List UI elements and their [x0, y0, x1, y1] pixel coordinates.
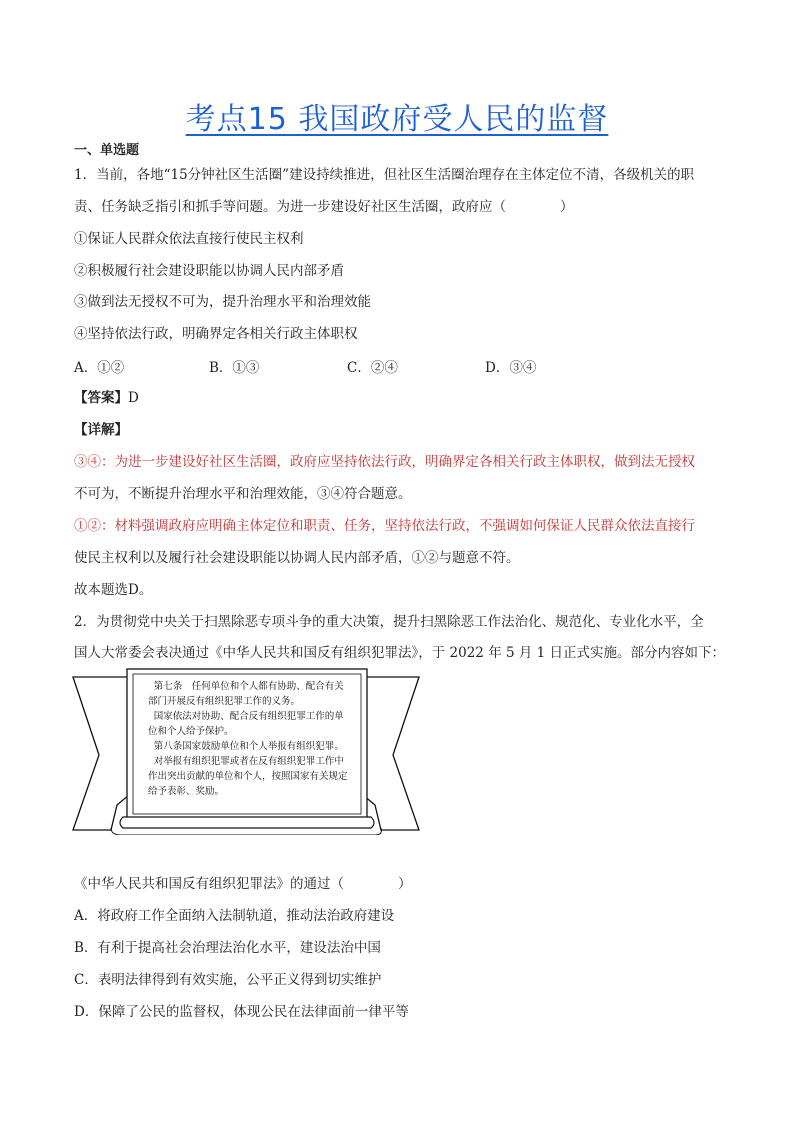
law-line: 第八条国家鼓励单位和个人举报有组织犯罪。	[153, 741, 344, 752]
q2-choice-c: C．表明法律得到有效实施，公平正义得到切实维护	[74, 972, 382, 988]
answer-label: 【答案】	[74, 390, 128, 406]
q1-stem-line1: 1．当前，各地“15分钟社区生活圈”建设持续推进，但社区生活圈治理存在主体定位不清，各级机关的职	[74, 167, 695, 183]
q2-question: 《中华人民共和国反有组织犯罪法》的通过（ ）	[74, 876, 412, 892]
q2-choice-d: D．保障了公民的监督权，体现公民在法律面前一律平等	[74, 1004, 409, 1020]
q1-detail-line2: 不可为，不断提升治理水平和治理效能，③④符合题意。	[74, 486, 412, 502]
q2-choice-a: A．将政府工作全面纳入法制轨道，推动法治政府建设	[74, 908, 395, 924]
law-line: 国家依法对协助、配合反有组织犯罪工作的单	[153, 711, 344, 722]
q1-item-4: ④坚持依法行政，明确界定各相关行政主体职权	[74, 326, 358, 342]
q1-detail-line4: 使民主权利以及履行社会建设职能以协调人民内部矛盾，①②与题意不符。	[74, 550, 520, 566]
q2-stem-line2: 国人大常委会表决通过《中华人民共和国反有组织犯罪法》，于 2022 年 5 月 1 日正式实施。部分内容如下：	[74, 645, 726, 661]
answer-value: D	[128, 390, 139, 406]
q1-option-c: C．②④	[347, 360, 398, 376]
page-title: 考点15 我国政府受人民的监督	[185, 102, 609, 137]
q2-choice-b: B．有利于提高社会治理法治化水平，建设法治中国	[74, 940, 381, 956]
law-line: 位和个人给予保护。	[148, 726, 234, 737]
law-excerpt	[148, 679, 356, 799]
q1-answer	[74, 388, 139, 408]
q1-conclusion: 故本题选D。	[74, 582, 153, 598]
q1-detail-line1: ③④：为进一步建设好社区生活圈，政府应坚持依法行政，明确界定各相关行政主体职权，做到法无授权	[74, 454, 695, 470]
q2-stem-line1: 2．为贯彻党中央关于扫黑除恶专项斗争的重大决策，提升扫黑除恶工作法治化、规范化、专业化水平，全	[74, 614, 704, 630]
law-line: 对举报有组织犯罪或者在反有组织犯罪工作中	[153, 756, 344, 767]
q1-item-3: ③做到法无授权不可为，提升治理水平和治理效能	[74, 294, 371, 310]
q1-item-1: ①保证人民群众依法直接行使民主权利	[74, 231, 304, 247]
q1-detail-line3: ①②：材料强调政府应明确主体定位和职责、任务，坚持依法行政，不强调如何保证人民群众依法直接行	[74, 518, 695, 534]
law-line: 第七条 任何单位和个人都有协助、配合有关	[153, 681, 344, 692]
q1-stem-line2: 责、任务缺乏指引和抓手等问题。为进一步建设好社区生活圈，政府应（ ）	[74, 199, 574, 215]
detail-label: 【详解】	[74, 422, 128, 438]
q1-item-2: ②积极履行社会建设职能以协调人民内部矛盾	[74, 263, 344, 279]
q1-option-b: B．①③	[209, 360, 260, 376]
law-line: 作出突出贡献的单位和个人，按照国家有关规定	[148, 771, 348, 782]
q1-option-a: A．①②	[74, 360, 125, 376]
q1-option-d: D．③④	[485, 360, 537, 376]
law-line: 给予表彰、奖励。	[148, 786, 225, 797]
law-line: 部门开展反有组织犯罪工作的义务。	[148, 696, 301, 707]
section-heading: 一、单选题	[74, 143, 140, 158]
